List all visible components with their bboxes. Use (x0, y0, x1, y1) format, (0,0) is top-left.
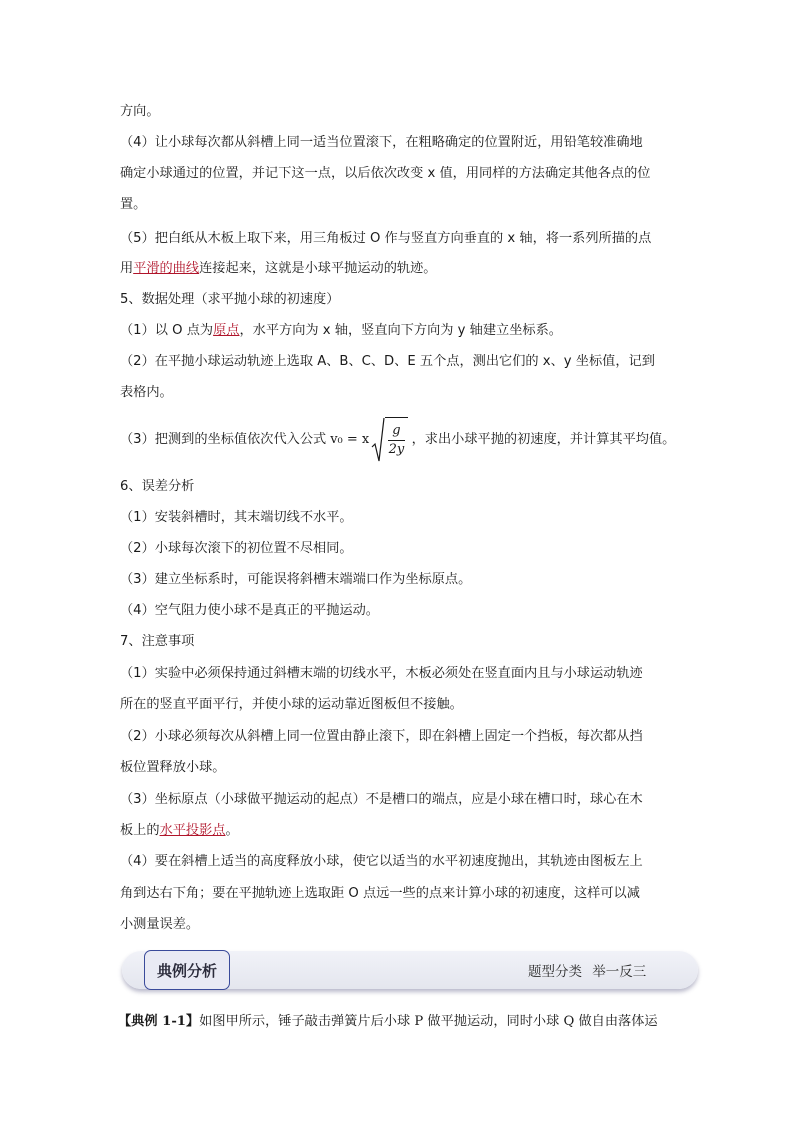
text-line: 所在的竖直平面平行，并使小球的运动靠近图板但不接触。 (120, 697, 463, 712)
highlight-term: 原点 (213, 323, 240, 338)
list-item: （4）空气阻力使小球不是真正的平抛运动。 (120, 603, 379, 618)
formula-line: （3）把测到的坐标值依次代入公式 v₀ = x $\frac{g}{2y}$ ，求出小球平抛的初速度，并计算其平均值。 (120, 415, 680, 465)
text-line: （1）实验中必须保持通过斜槽末端的切线水平，木板必须处在竖直面内且与小球运动轨迹 (120, 666, 643, 681)
banner-subtitle: 题型分类 举一反三 (528, 964, 647, 980)
text-line: 确定小球通过的位置，并记下这一点，以后依次改变 x 值，用同样的方法确定其他各点的位 (120, 166, 651, 181)
text-line: 用平滑的曲线连接起来，这就是小球平抛运动的轨迹。 (120, 261, 437, 276)
text-line: 置。 (120, 197, 147, 212)
text-line: （3）坐标原点（小球做平抛运动的起点）不是槽口的端点，应是小球在槽口时，球心在木 (120, 792, 643, 807)
text-line: 板位置释放小球。 (120, 760, 226, 775)
section-title: 5、数据处理（求平抛小球的初速度） (120, 292, 340, 307)
text-line: 方向。 (120, 104, 160, 119)
list-item: （1）安装斜槽时，其末端切线不水平。 (120, 510, 353, 525)
example-tag: 【典例 1-1】 (118, 1014, 200, 1029)
example-line: 【典例 1-1】如图甲所示，锤子敲击弹簧片后小球 P 做平抛运动，同时小球 Q 做自由落体运 (118, 1014, 658, 1029)
text-line: （2）小球必须每次从斜槽上同一位置由静止滚下，即在斜槽上固定一个挡板，每次都从挡 (120, 729, 643, 744)
list-item: （2）小球每次滚下的初位置不尽相同。 (120, 541, 353, 556)
text-line: （4）要在斜槽上适当的高度释放小球，使它以适当的水平初速度抛出，其轨迹由图板左上 (120, 854, 643, 869)
fraction: $\frac{g}{2y}$ (385, 417, 407, 463)
text-line: （4）让小球每次都从斜槽上同一适当位置滚下，在粗略确定的位置附近，用铅笔较准确地 (120, 135, 643, 150)
velocity-formula: v₀ = x $\frac{g}{2y}$ (330, 417, 407, 463)
text-line: （1）以 O 点为原点，水平方向为 x 轴，竖直向下方向为 y 轴建立坐标系。 (120, 323, 562, 338)
sqrt-symbol (371, 417, 407, 463)
text-line: 角到达右下角；要在平抛轨迹上选取距 O 点远一些的点来计算小球的初速度，这样可以减 (120, 886, 640, 901)
radical-icon (371, 417, 385, 463)
section-title: 7、注意事项 (120, 634, 195, 649)
text-line: 小测量误差。 (120, 917, 200, 932)
highlight-term: 平滑的曲线 (133, 261, 200, 276)
highlight-term: 水平投影点 (159, 823, 226, 838)
example-analysis-label: 典例分析 (144, 950, 230, 990)
list-item: （3）建立坐标系时，可能误将斜槽末端端口作为坐标原点。 (120, 572, 472, 587)
text-line: 板上的水平投影点。 (120, 823, 239, 838)
text-line: （2）在平抛小球运动轨迹上选取 A、B、C、D、E 五个点，测出它们的 x、y 坐标值，记到 (120, 354, 655, 369)
text-line: （5）把白纸从木板上取下来，用三角板过 O 作与竖直方向垂直的 x 轴，将一系列所描的点 (120, 231, 652, 246)
text-line: 表格内。 (120, 385, 173, 400)
section-title: 6、误差分析 (120, 479, 195, 494)
